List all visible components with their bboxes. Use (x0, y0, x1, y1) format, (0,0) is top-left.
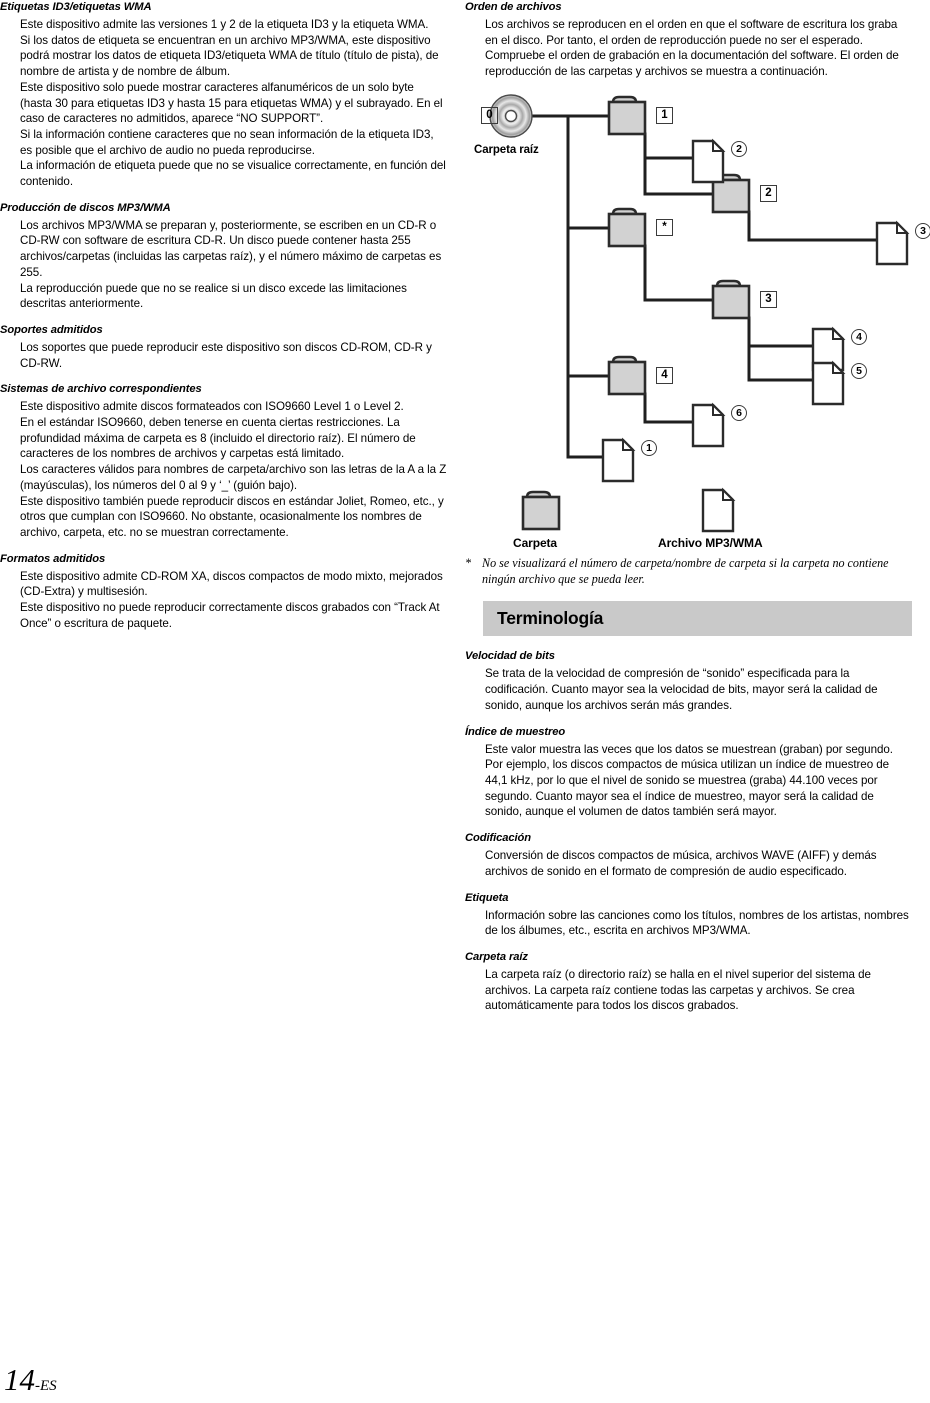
file-icon-2 (693, 141, 723, 182)
footnote-marker: * (465, 555, 472, 570)
file-icon-1 (603, 440, 633, 481)
section-heading-produccion-discos: Producción de discos MP3/WMA (0, 201, 171, 214)
section-body-sistemas-archivo (20, 399, 447, 540)
section-body-orden-archivos (485, 17, 912, 80)
paragraph: Este dispositivo también puede reproducir discos en estándar Joliet, Romeo, etc., y otros que cumplan con ISO9660. No obstante, ocasionalmente los nombres de archivo, carpeta, etc. no se muestran correctamente. (20, 494, 444, 539)
section-body-produccion-discos (20, 218, 447, 312)
badge-folder-3: 3 (760, 291, 777, 308)
file-icon-6 (693, 405, 723, 446)
badge-folder-2: 2 (760, 185, 777, 202)
term-heading-velocidad-bits: Velocidad de bits (465, 650, 555, 663)
paragraph: Si los datos de etiqueta se encuentran en un archivo MP3/WMA, este dispositivo podrá mostrar los datos de etiqueta ID3/etiqueta WMA de título (título de pista), de nombre de artista y de nombre de álbum. (20, 33, 439, 79)
badge-folder-1: 1 (656, 107, 673, 124)
section-body-soportes-admitidos (20, 340, 447, 371)
section-heading-id3-tags: Etiquetas ID3/etiquetas WMA (0, 1, 152, 13)
paragraph: Los archivos MP3/WMA se preparan y, posteriormente, se escriben en un CD-R o CD-RW con software de escritura CD-R. Un disco puede contener hasta 255 archivos/carpetas (incluidas las carpetas raíz), y el número máximo de carpetas es 255. (20, 218, 442, 279)
left-column (0, 0, 447, 643)
file-icon-5 (813, 363, 843, 404)
diagram-canvas (465, 88, 912, 550)
section-heading-sistemas-archivo: Sistemas de archivo correspondientes (0, 383, 202, 396)
folder-order-diagram (465, 88, 926, 550)
paragraph: Este dispositivo admite las versiones 1 y 2 de la etiqueta ID3 y la etiqueta WMA. (20, 18, 429, 31)
section-heading-formatos-admitidos: Formatos admitidos (0, 552, 106, 565)
badge-file-1: 1 (641, 440, 657, 456)
term-body-indice-muestreo (485, 742, 912, 821)
legend-label-archivo: Archivo MP3/WMA (658, 535, 763, 550)
paragraph: Este dispositivo admite discos formateados con ISO9660 Level 1 o Level 2. (20, 400, 404, 414)
badge-folder-4: 4 (656, 367, 673, 384)
paragraph: La reproducción puede que no se realice si un disco excede las limitaciones descritas anteriormente. (20, 281, 407, 311)
page-number (4, 1364, 57, 1395)
folder-icon-4 (609, 357, 645, 394)
term-heading-codificacion: Codificación (465, 832, 531, 845)
badge-file-4: 4 (851, 329, 867, 345)
term-heading-carpeta-raiz: Carpeta raíz (465, 950, 528, 963)
paragraph: Se trata de la velocidad de compresión de “sonido” especificada para la codificación. Cuanto mayor sea la velocidad de bits, mayor será la calidad de sonido, aunque los archivos serán más grandes. (485, 667, 878, 712)
section-body-id3-tags (20, 17, 447, 190)
paragraph: Si la información contiene caracteres que no sean información de la etiqueta ID3, es posible que el archivo de audio no pueda reproducirse. (20, 127, 434, 157)
page-number-value: 14 (4, 1362, 35, 1397)
term-body-codificacion (485, 848, 912, 879)
paragraph: La información de etiqueta puede que no se visualice correctamente, en función del contenido. (20, 159, 446, 189)
paragraph: Este dispositivo no puede reproducir correctamente discos grabados con “Track At Once” o escritura de paquete. (20, 601, 440, 630)
terminology-title: Terminología (497, 608, 604, 629)
term-body-carpeta-raiz (485, 967, 912, 1014)
badge-folder-asterisk: * (656, 219, 673, 236)
paragraph: Este valor muestra las veces que los datos se muestrean (graban) por segundo. Por ejemplo, los discos compactos de música utilizan un índice de muestreo de 44,1 kHz, por lo que el nivel de sonido se muestrea (graba) 44.100 veces por segundo. Cuanto mayor sea el índice de muestreo, mayor será la calidad de sonido, aunque el volumen de datos también será mayor. (485, 742, 893, 819)
term-body-etiqueta (485, 908, 912, 939)
folder-icon-1 (609, 97, 645, 134)
diagram-footnote (465, 556, 912, 588)
badge-file-2: 2 (731, 141, 747, 157)
legend-folder-icon (523, 492, 559, 529)
term-body-velocidad-bits (485, 666, 912, 713)
footnote-text: No se visualizará el número de carpeta/nombre de carpeta si la carpeta no contiene ningún archivo que se pueda leer. (482, 555, 889, 586)
paragraph: En el estándar ISO9660, deben tenerse en cuenta ciertas restricciones. La profundidad máxima de carpeta es 8 (incluido el directorio raíz). El número de caracteres de los nombres de archivos y carpetas está limitado. (20, 416, 416, 461)
root-folder-label: Carpeta raíz (474, 143, 539, 156)
paragraph: Los caracteres válidos para nombres de carpeta/archivo son las letras de la A a la Z (mayúsculas), los números del 0 al 9 y ‘_’ (guión bajo). (20, 463, 447, 492)
right-column (465, 0, 926, 1025)
folder-icon-asterisk (609, 209, 645, 246)
badge-root-0: 0 (481, 107, 498, 124)
badge-file-6: 6 (731, 405, 747, 421)
legend-label-carpeta: Carpeta (513, 535, 557, 550)
paragraph: Este dispositivo solo puede mostrar caracteres alfanuméricos de un solo byte (hasta 30 para etiquetas ID3 y hasta 15 para etiquetas WMA) y el subrayado. En el caso de caracteres no admitidos, aparece “NO SUPPORT”. (20, 80, 443, 126)
paragraph: Este dispositivo admite CD-ROM XA, discos compactos de modo mixto, mejorados (CD-Extra) y multisesión. (20, 569, 443, 599)
folder-icon-3 (713, 281, 749, 318)
paragraph: Información sobre las canciones como los títulos, nombres de los artistas, nombres de los álbumes, etc., escrita en archivos MP3/WMA. (485, 908, 909, 938)
paragraph: Conversión de discos compactos de música, archivos WAVE (AIFF) y demás archivos de sonido en el formato de compresión de audio especificado. (485, 849, 877, 878)
file-icon-3 (877, 223, 907, 264)
page-number-suffix: -ES (35, 1378, 57, 1394)
section-heading-orden-archivos: Orden de archivos (465, 1, 562, 13)
badge-file-3: 3 (915, 223, 930, 239)
term-heading-indice-muestreo: Índice de muestreo (465, 725, 566, 738)
terminology-band (483, 601, 912, 636)
badge-file-5: 5 (851, 363, 867, 379)
term-heading-etiqueta: Etiqueta (465, 891, 509, 904)
paragraph: La carpeta raíz (o directorio raíz) se halla en el nivel superior del sistema de archivos. La carpeta raíz contiene todas las carpetas y archivos. Se crea automáticamente para todos los discos grabados. (485, 967, 871, 1013)
legend-file-icon (703, 490, 733, 531)
paragraph: Los archivos se reproducen en el orden en que el software de escritura los graba en el disco. Por tanto, el orden de reproducción puede no ser el esperado. Compruebe el orden de grabación en la documentación del software. El orden de reproducción de las carpetas y archivos se muestra a continuación. (485, 18, 899, 79)
section-body-formatos-admitidos (20, 569, 447, 632)
paragraph: Los soportes que puede reproducir este dispositivo son discos CD-ROM, CD-R y CD-RW. (20, 340, 432, 370)
section-heading-soportes-admitidos: Soportes admitidos (0, 323, 103, 336)
